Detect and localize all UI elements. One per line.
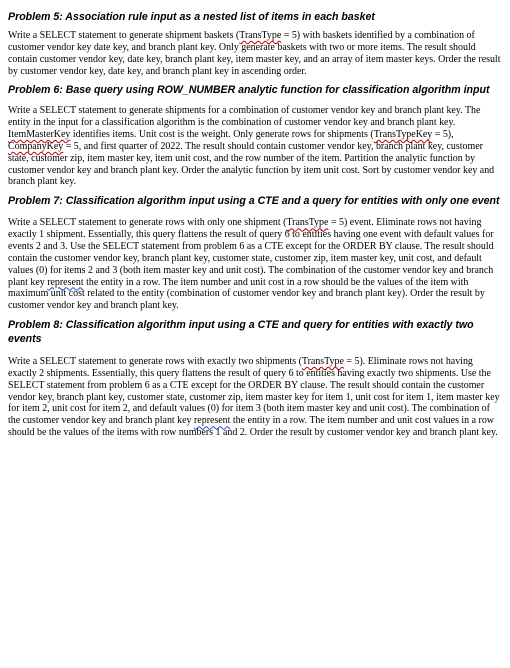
problem-7-body bbox=[8, 217, 504, 312]
text-run: = 5) with baskets identified by a combination of customer vendor key date key, and branch plant key. Only generate baskets with two or more items. The result should contain customer vendor key, date key, branch plant key, item master key, and an array of item master keys. Order the result by customer vendor key, date key, and branch plant key in ascending order. bbox=[8, 30, 501, 77]
text-run: the entity in a row. The item number and unit cost in a row should be the values of the item with maximum unit cost related to the entity (combination of customer vendor key and branch plant key). Order the result by customer vendor key and branch plant key. bbox=[8, 276, 485, 312]
text-run: = 5), bbox=[432, 129, 454, 141]
problem-5-body bbox=[8, 30, 504, 77]
flagged-word: TransType bbox=[286, 217, 329, 229]
problem-6-body bbox=[8, 105, 504, 188]
text-run: Write a SELECT statement to generate shipments for a combination of customer vendor key and branch plant key. The entity in the input for a classification algorithm is the combination of customer vendor key and branch plant key. bbox=[8, 105, 481, 129]
flagged-word: TransType bbox=[239, 30, 282, 41]
text-run: = 5, and first quarter of 2022. The result should contain customer vendor key, branch plant key, customer state, customer zip, item master key, item unit cost, and the row number of the item. Partition the analytic function by customer vendor key and branch plant key. Order the analytic function by item unit cost. Sort by customer vendor key and branch plant key. bbox=[8, 140, 495, 188]
flagged-word: CompanyKey bbox=[8, 140, 64, 152]
problem-5-section bbox=[8, 10, 504, 77]
flagged-word: TransTypeKey bbox=[373, 129, 433, 141]
problem-6-section bbox=[8, 83, 504, 188]
text-run: identifies items. Unit cost is the weight. Only generate rows for shipments ( bbox=[70, 129, 374, 141]
text-run: Write a SELECT statement to generate rows with only one shipment ( bbox=[8, 217, 287, 229]
problem-5-heading: Problem 5: Association rule input as a nested list of items in each basket bbox=[8, 11, 375, 23]
problem-8-heading: Problem 8: Classification algorithm input using a CTE and query for entities with exactly two events bbox=[8, 319, 474, 346]
problem-7-heading: Problem 7: Classification algorithm input using a CTE and a query for entities with only one event bbox=[8, 195, 500, 208]
text-run: = 5). Eliminate rows not having exactly 2 shipments. Essentially, this query flattens the result of query 6 to entities having exactly two shipments. Use the SELECT statement from problem 6 as a CTE except for the ORDER BY clause. The result should contain the customer vendor key, branch plant key, customer state, customer zip, item master key for item 1, unit cost for item 1, item master key for item 2, unit cost for item 2, and default values (0) for item 3 (both item master key and unit cost). The combination of the customer vendor key and branch plant key bbox=[8, 356, 500, 427]
text-run: = 5) event. Eliminate rows not having exactly 1 shipment. Essentially, this query flattens the result of query 6 to entities having one event with default values for events 2 and 3. Use the SELECT statement from problem 6 as a CTE except for the ORDER BY clause. The result should contain the customer vendor key, branch plant key, customer state, customer zip, item master key, unit cost, and default values (0) for items 2 and 3 (both item master key and unit cost). The combination of the customer vendor key and branch plant key bbox=[8, 217, 494, 288]
text-run: the entity in a row. The item number and unit cost values in a row should be the values of the items with row numbers 1 and 2. Order the result by customer vendor key and branch plant key. bbox=[8, 415, 498, 439]
problem-8-section bbox=[8, 318, 504, 439]
problem-8-body bbox=[8, 356, 504, 439]
flagged-word: ItemMasterKey bbox=[8, 129, 71, 141]
flagged-word: represent bbox=[194, 415, 231, 427]
problem-6-heading: Problem 6: Base query using ROW_NUMBER analytic function for classification algorithm input bbox=[8, 84, 490, 97]
problem-7-section bbox=[8, 194, 504, 312]
flagged-word: TransType bbox=[301, 356, 344, 368]
text-run: Write a SELECT statement to generate rows with exactly two shipments ( bbox=[8, 356, 302, 368]
text-run: Write a SELECT statement to generate shipment baskets ( bbox=[8, 30, 240, 41]
flagged-word: represent bbox=[47, 276, 84, 288]
